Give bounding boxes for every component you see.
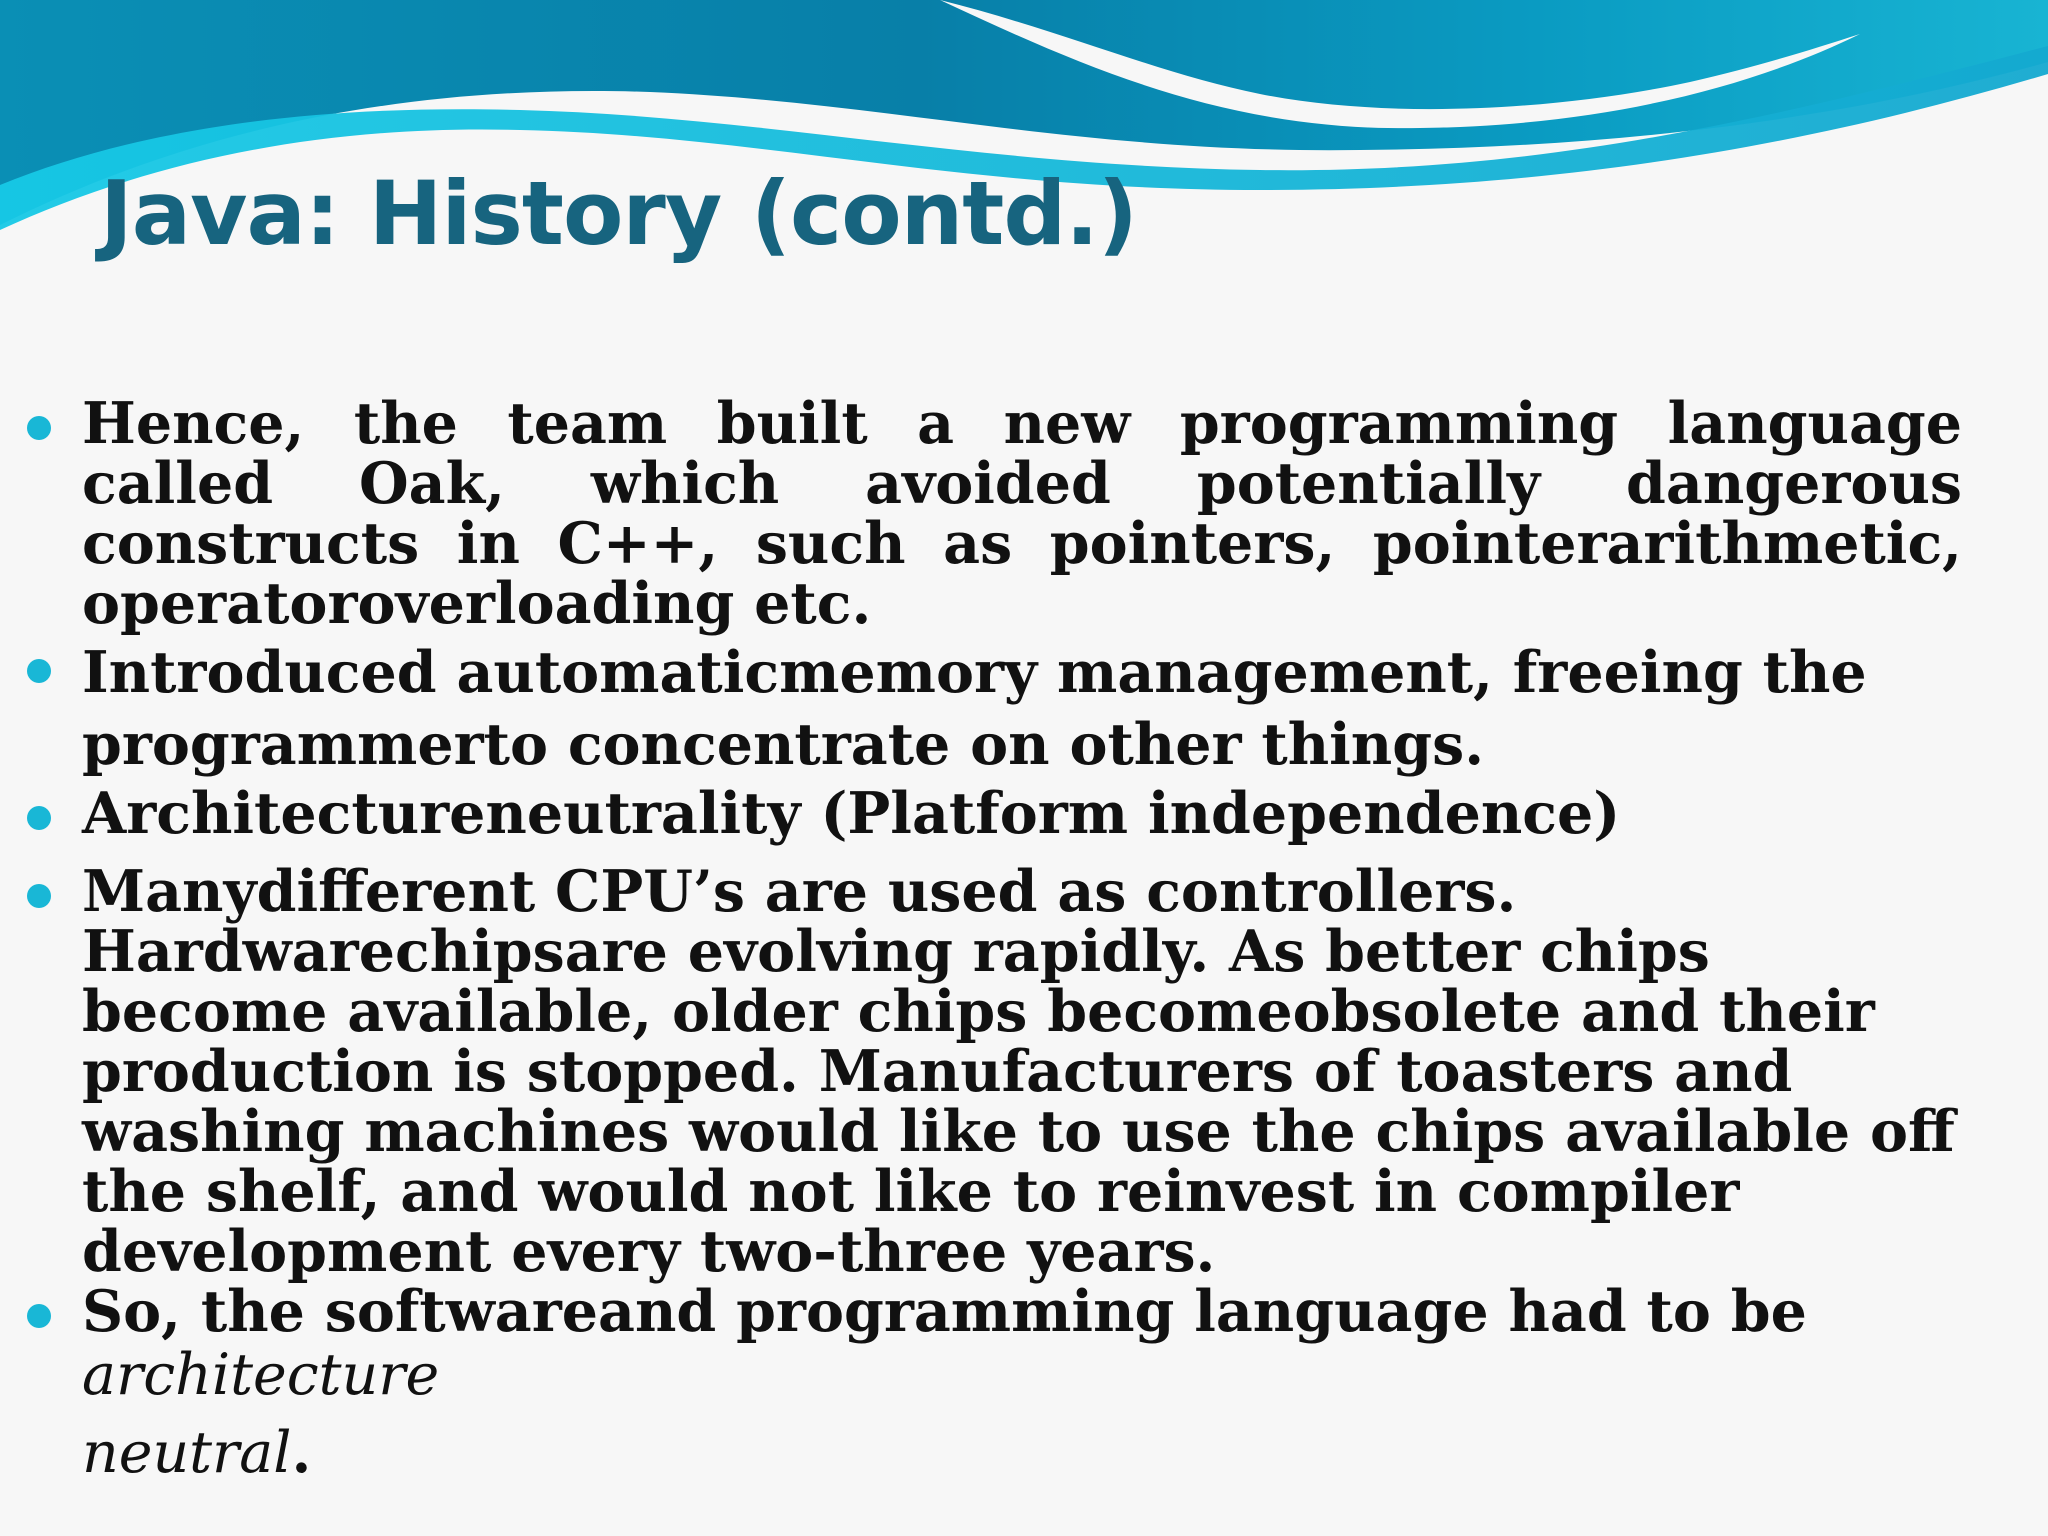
bullet-item <box>82 637 1962 781</box>
bullet-text: Hence, the team built a new programming language called Oak, which avoided potentially dangerous constructs in C++, such as pointers, pointerarithmetic, operatoroverloading etc. <box>82 390 1962 637</box>
bullet-text: So, the softwareand programming language had to be <box>82 1278 1807 1345</box>
italic-emphasis-line <box>82 1420 1962 1486</box>
bullet-text-line: Introduced automaticmemory management, freeing the <box>82 639 1867 706</box>
bullet-item <box>82 1278 1962 1486</box>
italic-text: architecture <box>82 1342 440 1408</box>
italic-emphasis-line <box>82 1342 1962 1408</box>
bullet-text: Architectureneutrality (Platform independence) <box>82 780 1621 847</box>
italic-text: neutral <box>82 1420 292 1486</box>
bullet-dot-icon <box>27 1304 51 1328</box>
bullet-dot-icon <box>27 884 51 908</box>
bullet-item <box>82 780 1962 847</box>
bullet-item <box>82 390 1962 637</box>
bullet-dot-icon <box>27 659 51 683</box>
bullet-dot-icon <box>27 806 51 830</box>
bullet-text: Manydifferent CPU’s are used as controllers. Hardwarechipsare evolving rapidly. As better chips become available, older chips becomeobsolete and their production is stopped. Manufacturers of toasters and washing machines would like to use the chips available off the shelf, and would not like to reinvest in compiler development every two-three years. <box>82 858 1955 1285</box>
slide-title: Java: History (contd.) <box>100 162 1138 265</box>
bullet-text-line: programmerto concentrate on other things. <box>82 711 1485 778</box>
sentence-period: . <box>291 1419 312 1486</box>
bullet-dot-icon <box>27 416 51 440</box>
bullet-item <box>82 858 1962 1285</box>
